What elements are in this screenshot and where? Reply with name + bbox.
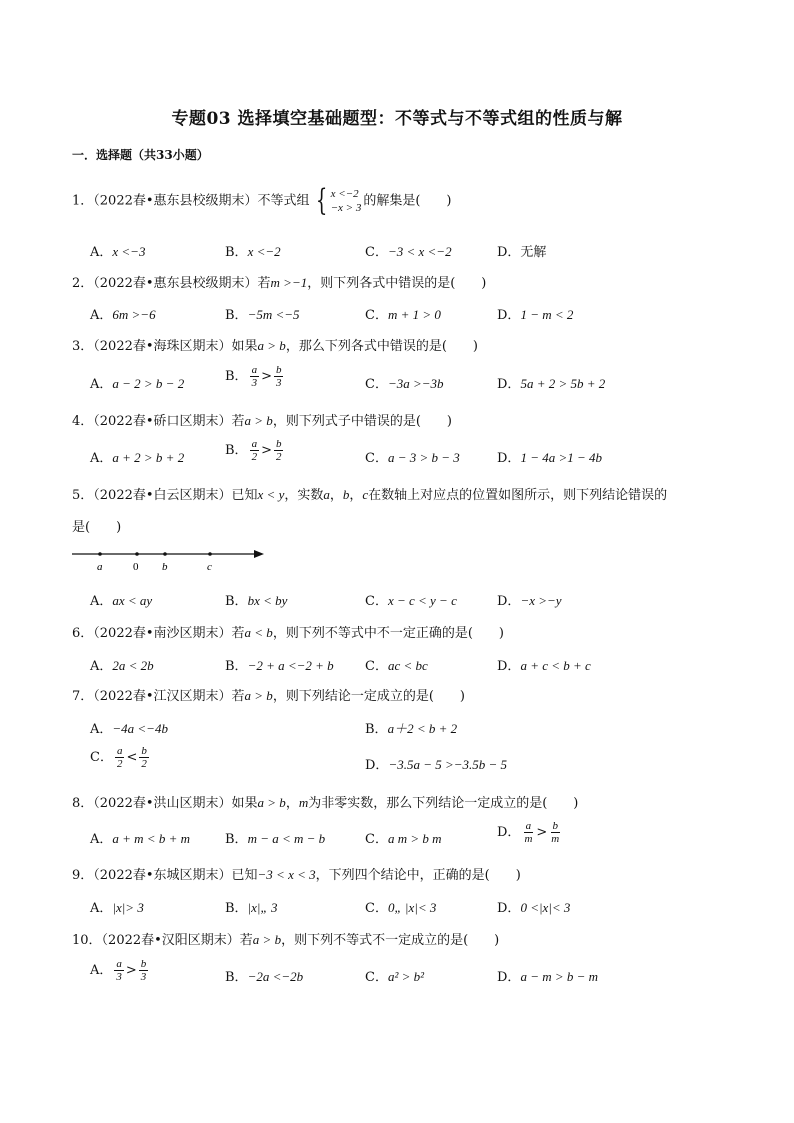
q5-option-b[interactable]: B．bx < by [225,593,288,609]
q3-option-c[interactable]: C．−3a >−3b [365,376,444,392]
q7-option-d[interactable]: D．−3.5a − 5 >−3.5b − 5 [365,757,508,773]
q8-option-d[interactable]: D． $\frac{a}{m}$ > $\frac{b}{m}$ [497,820,560,845]
q9-option-d[interactable]: D．0 <|x|< 3 [497,900,571,916]
q8-option-b[interactable]: B．m − a < m − b [225,831,326,847]
number-line [72,544,272,574]
q3-option-b[interactable]: B． $\frac{a}{3}$ > $\frac{b}{3}$ [225,364,282,389]
inequality-system: { x <−2 −x > 3 [315,183,362,218]
q10-option-b[interactable]: B．−2a <−2b [225,969,304,985]
section-heading: 一．选择题（共33小题） [72,148,209,162]
question-5: 5．（2022春•白云区期末）已知x < y，实数a，b，c在数轴上对应点的位置如图所示，则下列结论错误的 [72,487,668,503]
point-c [208,552,212,556]
question-3: 3．（2022春•海珠区期末）如果a > b，那么下列各式中错误的是( ) [72,338,478,354]
q6-option-d[interactable]: D．a + c < b + c [497,658,591,674]
q3-option-a[interactable]: A．a − 2 > b − 2 [90,376,185,392]
question-7: 7．（2022春•江汉区期末）若a > b，则下列结论一定成立的是( ) [72,688,465,704]
q2-option-b[interactable]: B．−5m <−5 [225,307,300,323]
q1-option-b[interactable]: B．x <−2 [225,244,281,260]
q7-option-c[interactable]: C． $\frac{a}{2}$ < $\frac{b}{2}$ [90,745,147,770]
q6-option-c[interactable]: C．ac < bc [365,658,428,674]
label-b: b [162,561,168,573]
number-line-arrow [254,550,264,558]
question-9: 9．（2022春•东城区期末）已知−3 < x < 3，下列四个结论中，正确的是( ) [72,867,521,883]
label-zero: 0 [133,561,139,573]
q5-option-a[interactable]: A．ax < ay [90,593,153,609]
q1-option-d[interactable]: D．无解 [497,245,547,260]
q10-option-a[interactable]: A． $\frac{a}{3}$ > $\frac{b}{3}$ [90,958,147,983]
q4-option-d[interactable]: D．1 − 4a >1 − 4b [497,450,603,466]
q4-option-c[interactable]: C．a − 3 > b − 3 [365,450,460,466]
q2-option-c[interactable]: C．m + 1 > 0 [365,307,441,323]
point-zero [135,552,139,556]
q1-option-c[interactable]: C．−3 < x <−2 [365,244,452,260]
question-2: 2．（2022春•惠东县校级期末）若m >−1，则下列各式中错误的是( ) [72,275,487,291]
page-title: 专题03 选择填空基础题型：不等式与不等式组的性质与解 [171,109,623,129]
q7-option-b[interactable]: B．a＋2 < b + 2 [365,721,458,737]
question-1: 1．（2022春•惠东县校级期末）不等式组 { x <−2 −x > 3 的解集是( ) [72,183,452,218]
q3-option-d[interactable]: D．5a + 2 > 5b + 2 [497,376,606,392]
q9-option-b[interactable]: B．|x|„ 3 [225,900,278,916]
question-8: 8．（2022春•洪山区期末）如果a > b，m为非零实数，那么下列结论一定成立的是( ) [72,795,579,811]
q4-option-b[interactable]: B． $\frac{a}{2}$ > $\frac{b}{2}$ [225,438,282,463]
q6-option-b[interactable]: B．−2 + a <−2 + b [225,658,334,674]
q4-option-a[interactable]: A．a + 2 > b + 2 [90,450,185,466]
q6-option-a[interactable]: A．2a < 2b [90,658,154,674]
question-10: 10．（2022春•汉阳区期末）若a > b，则下列不等式不一定成立的是( ) [72,932,500,948]
label-a: a [97,561,103,573]
q2-option-d[interactable]: D．1 − m < 2 [497,307,574,323]
point-b [163,552,167,556]
q9-option-a[interactable]: A．|x|> 3 [90,900,144,916]
q8-option-a[interactable]: A．a + m < b + m [90,831,190,847]
question-5-line2: 是( ) [72,520,122,535]
q9-option-c[interactable]: C．0„ |x|< 3 [365,900,437,916]
point-a [98,552,102,556]
q5-option-d[interactable]: D．−x >−y [497,593,562,609]
q10-option-c[interactable]: C．a² > b² [365,969,425,985]
q1-option-a[interactable]: A．x <−3 [90,244,146,260]
q2-option-a[interactable]: A．6m >−6 [90,307,156,323]
q5-option-c[interactable]: C．x − c < y − c [365,593,457,609]
q10-option-d[interactable]: D．a − m > b − m [497,969,599,985]
q7-option-a[interactable]: A．−4a <−4b [90,721,168,737]
label-c: c [207,561,212,573]
question-6: 6．（2022春•南沙区期末）若a < b，则下列不等式中不一定正确的是( ) [72,625,504,641]
q8-option-c[interactable]: C．a m > b m [365,831,442,847]
question-4: 4．（2022春•硚口区期末）若a > b，则下列式子中错误的是( ) [72,413,452,429]
